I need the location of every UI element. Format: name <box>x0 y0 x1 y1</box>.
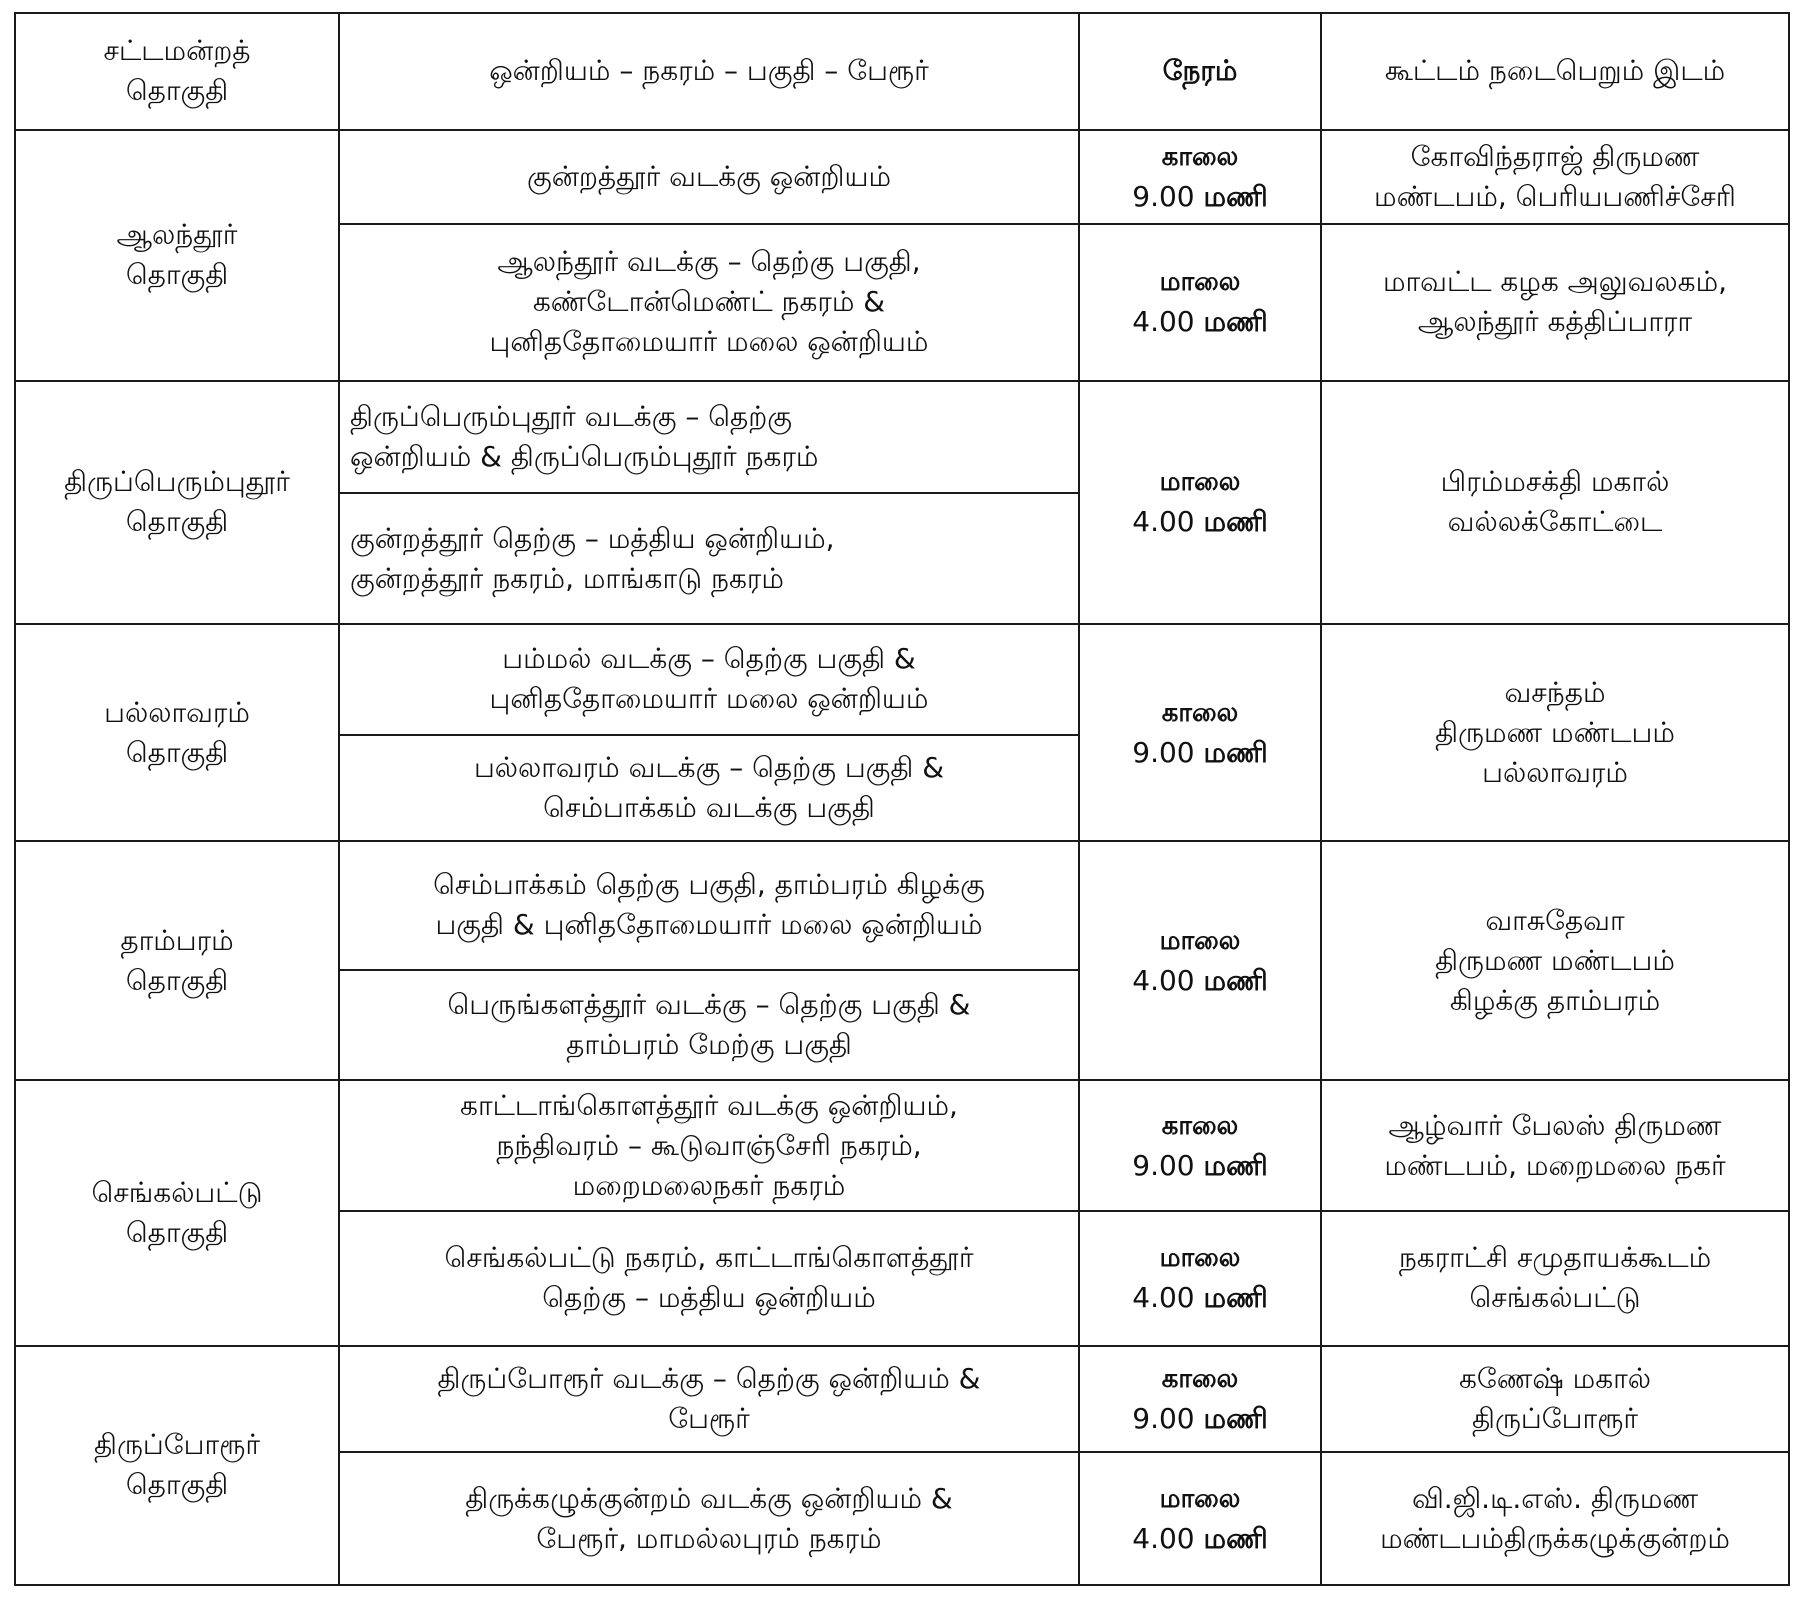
area-cell: திருப்பெரும்புதூர் வடக்கு – தெற்கு ஒன்றியம் & திருப்பெரும்புதூர் நகரம் <box>339 381 1079 494</box>
meeting-schedule-table <box>14 12 1790 1586</box>
time-cell: மாலை 4.00 மணி <box>1079 1452 1321 1585</box>
venue-cell: கணேஷ் மகால் திருப்போரூர் <box>1321 1346 1789 1453</box>
area-cell: திருப்போரூர் வடக்கு – தெற்கு ஒன்றியம் & பேரூர் <box>339 1346 1079 1453</box>
header-constituency: சட்டமன்றத் தொகுதி <box>15 13 339 130</box>
table-row <box>15 381 1789 494</box>
constituency-cell: பல்லாவரம் தொகுதி <box>15 624 339 841</box>
constituency-cell: செங்கல்பட்டு தொகுதி <box>15 1080 339 1345</box>
area-cell: பெருங்களத்தூர் வடக்கு – தெற்கு பகுதி & தாம்பரம் மேற்கு பகுதி <box>339 970 1079 1081</box>
area-cell: பம்மல் வடக்கு – தெற்கு பகுதி & புனிததோமையார் மலை ஒன்றியம் <box>339 624 1079 735</box>
table-row <box>15 1080 1789 1211</box>
table-row <box>15 1346 1789 1453</box>
area-cell: செம்பாக்கம் தெற்கு பகுதி, தாம்பரம் கிழக்கு பகுதி & புனிததோமையார் மலை ஒன்றியம் <box>339 841 1079 970</box>
time-cell: காலை 9.00 மணி <box>1079 1080 1321 1211</box>
header-row <box>15 13 1789 130</box>
area-cell: செங்கல்பட்டு நகரம், காட்டாங்கொளத்தூர் தெற்கு – மத்திய ஒன்றியம் <box>339 1211 1079 1346</box>
header-area: ஒன்றியம் – நகரம் – பகுதி – பேரூர் <box>339 13 1079 130</box>
venue-cell: மாவட்ட கழக அலுவலகம், ஆலந்தூர் கத்திப்பாரா <box>1321 224 1789 381</box>
table-row <box>15 130 1789 224</box>
time-cell: காலை 9.00 மணி <box>1079 1346 1321 1453</box>
constituency-cell: திருப்போரூர் தொகுதி <box>15 1346 339 1585</box>
venue-cell: பிரம்மசக்தி மகால் வல்லக்கோட்டை <box>1321 381 1789 624</box>
table-row <box>15 624 1789 735</box>
constituency-cell: திருப்பெரும்புதூர் தொகுதி <box>15 381 339 624</box>
header-time: நேரம் <box>1079 13 1321 130</box>
time-cell: மாலை 4.00 மணி <box>1079 841 1321 1080</box>
venue-cell: நகராட்சி சமுதாயக்கூடம் செங்கல்பட்டு <box>1321 1211 1789 1346</box>
venue-cell: வி.ஜி.டி.எஸ். திருமண மண்டபம்திருக்கழுக்குன்றம் <box>1321 1452 1789 1585</box>
area-cell: குன்றத்தூர் வடக்கு ஒன்றியம் <box>339 130 1079 224</box>
area-cell: குன்றத்தூர் தெற்கு – மத்திய ஒன்றியம், குன்றத்தூர் நகரம், மாங்காடு நகரம் <box>339 493 1079 624</box>
venue-cell: வாசுதேவா திருமண மண்டபம் கிழக்கு தாம்பரம் <box>1321 841 1789 1080</box>
time-cell: மாலை 4.00 மணி <box>1079 381 1321 624</box>
header-venue: கூட்டம் நடைபெறும் இடம் <box>1321 13 1789 130</box>
venue-cell: வசந்தம் திருமண மண்டபம் பல்லாவரம் <box>1321 624 1789 841</box>
area-cell: திருக்கழுக்குன்றம் வடக்கு ஒன்றியம் & பேரூர், மாமல்லபுரம் நகரம் <box>339 1452 1079 1585</box>
area-cell: பல்லாவரம் வடக்கு – தெற்கு பகுதி & செம்பாக்கம் வடக்கு பகுதி <box>339 735 1079 842</box>
area-cell: காட்டாங்கொளத்தூர் வடக்கு ஒன்றியம், நந்திவரம் – கூடுவாஞ்சேரி நகரம், மறைமலைநகர் நகரம் <box>339 1080 1079 1211</box>
time-cell: மாலை 4.00 மணி <box>1079 1211 1321 1346</box>
schedule-document <box>14 12 1788 1586</box>
area-cell: ஆலந்தூர் வடக்கு – தெற்கு பகுதி, கண்டோன்மெண்ட் நகரம் & புனிததோமையார் மலை ஒன்றியம் <box>339 224 1079 381</box>
venue-cell: கோவிந்தராஜ் திருமண மண்டபம், பெரியபணிச்சேரி <box>1321 130 1789 224</box>
table-row <box>15 841 1789 970</box>
constituency-cell: தாம்பரம் தொகுதி <box>15 841 339 1080</box>
time-cell: காலை 9.00 மணி <box>1079 130 1321 224</box>
venue-cell: ஆழ்வார் பேலஸ் திருமண மண்டபம், மறைமலை நகர் <box>1321 1080 1789 1211</box>
constituency-cell: ஆலந்தூர் தொகுதி <box>15 130 339 381</box>
time-cell: காலை 9.00 மணி <box>1079 624 1321 841</box>
time-cell: மாலை 4.00 மணி <box>1079 224 1321 381</box>
